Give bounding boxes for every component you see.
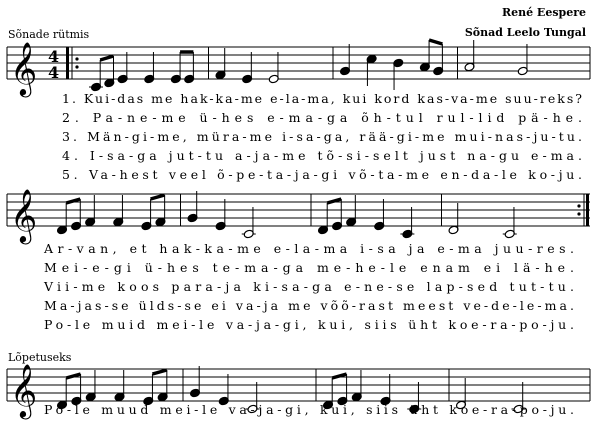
lyric-line: Po-le muud mei-le va-ja-gi, kui, siis üht koe-ra-po-ju.: [44, 402, 575, 417]
note-beam: [100, 56, 113, 60]
lyric-line: 5. Va-hest veel õ-pe-ta-ja-gi võ-ta-me en-da-le ko-ju.: [62, 167, 583, 182]
lyric-line: Vii-me koos para-ja ki-sa-ga e-ne-se lap-sed tut-tu.: [44, 279, 575, 294]
composer-name: René Eespere: [501, 6, 586, 19]
staff-system-3: [7, 363, 590, 419]
repeat-end-thick: [586, 194, 589, 226]
lyric-line: 4. I-sa-ga jut-tu a-ja-me tõ-si-selt just na-gu e-ma.: [62, 148, 582, 163]
lyricist-name: Sõnad Leelo Tungal: [464, 26, 586, 39]
tempo-marking: Sõnade rütmis: [8, 28, 90, 41]
ending-label: Lõpetuseks: [8, 351, 72, 364]
repeat-dot: [577, 204, 580, 207]
lyric-line: 3. Män-gi-me, müra-me i-sa-ga, rää-gi-me mui-nas-ju-tu.: [62, 129, 582, 144]
lyric-line: Po-le muid mei-le va-ja-gi, kui, siis üht koe-ra-po-ju.: [44, 317, 574, 332]
time-signature-bottom: 4: [48, 63, 60, 82]
lyric-line: 1. Kui-das me hak-ka-me e-la-ma, kui kord kas-va-me suu-reks?: [62, 91, 583, 106]
lyric-line: 2. Pa-ne-me ü-hes e-ma-ga õh-tul rul-lid pä-he.: [62, 110, 582, 125]
repeat-dot: [75, 57, 78, 60]
repeat-dot: [577, 212, 580, 215]
time-signature-top: 4: [48, 47, 60, 66]
treble-clef-icon: 𝄞: [10, 41, 38, 95]
treble-clef-icon: 𝄞: [10, 363, 38, 417]
lyric-line: Ar-van, et hak-ka-me e-la-ma i-sa ja e-ma juu-res.: [44, 241, 574, 256]
lyric-line: Mei-e-gi ü-hes te-ma-ga me-he-le enam ei lä-he.: [44, 260, 574, 275]
note-beam: [429, 40, 442, 44]
lyric-line: Ma-jas-se ülds-se ei va-ja me võõ-rast meest ve-de-le-ma.: [44, 298, 575, 313]
note-beam: [151, 195, 165, 199]
staff-system-2: [7, 188, 590, 332]
treble-clef-icon: 𝄞: [10, 188, 38, 242]
staff-system-1: [7, 40, 590, 182]
note-beam: [152, 370, 166, 374]
repeat-start-thick: [66, 47, 69, 79]
repeat-dot: [75, 65, 78, 68]
